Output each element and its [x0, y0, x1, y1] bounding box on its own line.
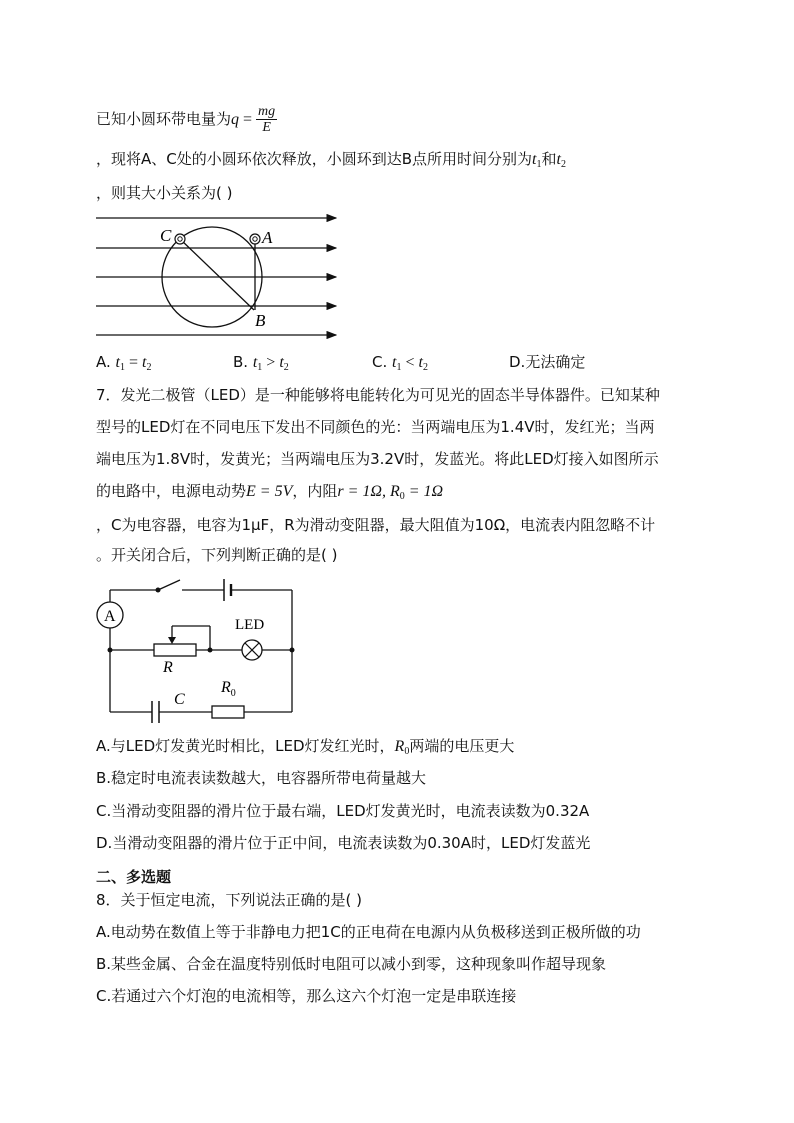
q7-stem-line3: 端电压为1.8V时，发黄光；当两端电压为3.2V时，发蓝光。将此LED灯接入如图所示	[96, 450, 659, 468]
q7-stem-line4: 的电路中，电源电动势E = 5V，内阻r = 1Ω, $R_0 = 1\Omega$	[96, 482, 444, 502]
ring-c-outer	[175, 234, 185, 244]
q6-fraction	[256, 104, 277, 135]
q6-charge-text: 已知小圆环带电量为	[96, 110, 232, 128]
q7-option-a[interactable]: A.与LED灯发黄光时相比，LED灯发红光时，$R_0$两端的电压更大	[96, 737, 515, 757]
capacitor-label: C	[174, 691, 185, 708]
q6-question-line: ，则其大小关系为( )	[96, 184, 233, 202]
q6-option-c[interactable]: C. $t_1 < t_2$	[372, 353, 428, 373]
q7-stem-line6: 。开关闭合后，下列判断正确的是( )	[96, 546, 338, 564]
q6-t1: $t_1$	[532, 151, 542, 170]
switch-blade	[158, 580, 180, 590]
q6-frac-denominator: E	[262, 120, 271, 135]
q7-stem-line2: 型号的LED灯在不同电压下发出不同颜色的光：当两端电压为1.4V时，发红光；当两	[96, 418, 655, 436]
label-b: B	[255, 311, 266, 330]
q7-emf: E = 5V	[246, 483, 293, 500]
rheostat-label: R	[163, 659, 173, 676]
q8-option-a[interactable]: A.电动势在数值上等于非静电力把1C的正电荷在电源内从负极移送到正极所做的功	[96, 923, 641, 941]
q8-option-b[interactable]: B.某些金属、合金在温度特别低时电阻可以减小到零，这种现象叫作超导现象	[96, 955, 607, 973]
q6-option-a[interactable]: A. $t_1 = t_2$	[96, 353, 152, 373]
q7-internal-r: r = 1Ω, $R_0 = 1\Omega$	[337, 483, 444, 502]
chord-cb	[180, 239, 254, 310]
label-c: C	[160, 226, 172, 245]
q8-option-c[interactable]: C.若通过六个灯泡的电流相等，那么这六个灯泡一定是串联连接	[96, 987, 517, 1005]
q6-option-d[interactable]: D.无法确定	[509, 353, 586, 371]
q7-stem-line1: 7．发光二极管（LED）是一种能够将电能转化为可见光的固态半导体器件。已知某种	[96, 386, 660, 404]
q6-equals: =	[239, 111, 257, 128]
ammeter-label: A	[104, 608, 116, 625]
q6-release-text: ，现将A、C处的小圆环依次释放，小圆环到达B点所用时间分别为	[96, 150, 533, 168]
q6-t2: $t_2$	[556, 151, 566, 170]
q6-frac-numerator: mg	[258, 104, 276, 119]
led-label: LED	[235, 617, 265, 633]
q6-option-b[interactable]: B. $t_1 > t_2$	[233, 353, 289, 373]
label-a: A	[262, 228, 273, 247]
section-multiple-choice: 二、多选题	[96, 868, 172, 886]
q6-q-symbol: q	[231, 111, 240, 128]
q7-circuit	[94, 574, 304, 724]
q6-release-line	[96, 148, 566, 176]
rheostat-body	[154, 644, 196, 656]
r0-label: $R_0$	[221, 679, 236, 699]
q6-figure	[94, 208, 344, 343]
q7-option-c[interactable]: C.当滑动变阻器的滑片位于最右端，LED灯发黄光时，电流表读数为0.32A	[96, 802, 590, 820]
r0-resistor	[212, 706, 244, 718]
q7-stem-line5: ，C为电容器，电容为1μF，R为滑动变阻器，最大阻值为10Ω，电流表内阻忽略不计	[96, 516, 656, 534]
q8-stem: 8．关于恒定电流，下列说法正确的是( )	[96, 891, 363, 909]
q6-and: 和	[541, 150, 557, 168]
q7-option-d[interactable]: D.当滑动变阻器的滑片位于正中间，电流表读数为0.30A时，LED灯发蓝光	[96, 834, 591, 852]
q7-option-b[interactable]: B.稳定时电流表读数越大，电容器所带电荷量越大	[96, 769, 427, 787]
ring-a-outer	[250, 234, 260, 244]
q6-charge-line	[96, 104, 277, 135]
